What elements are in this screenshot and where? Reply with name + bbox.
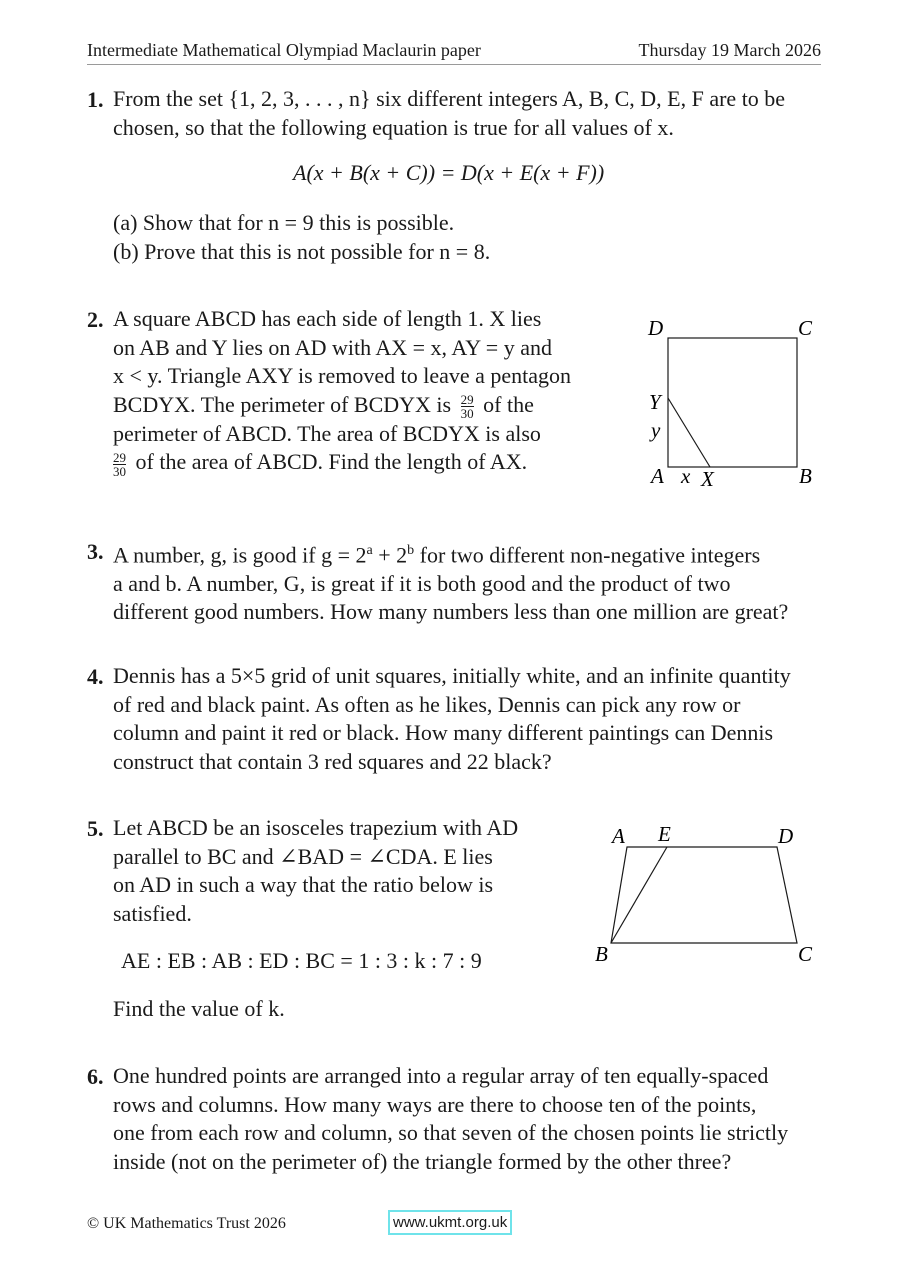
question-2-number: 2.: [87, 307, 104, 332]
q6-line-1: One hundred points are arranged into a regular array of ten equally-spaced: [113, 1063, 769, 1088]
q3-line-1-mid: + 2: [372, 542, 408, 568]
question-4-number: 4.: [87, 664, 104, 689]
q3-exponent-b: b: [407, 543, 415, 558]
question-2-text: [113, 305, 603, 478]
q2-fraction-2-numerator: 29: [113, 449, 126, 465]
q2-fraction-1-numerator: 29: [460, 391, 474, 407]
q5-line-1: Let ABCD be an isosceles trapezium with AD: [113, 815, 519, 840]
q3-line-1-start: A number, g, is good if g = 2: [113, 542, 367, 568]
label-c: C: [798, 316, 813, 340]
question-3-text: [113, 537, 825, 627]
label-b: B: [799, 464, 812, 488]
q4-line-4: construct that contain 3 red squares and 22 black?: [113, 748, 552, 774]
q5-line-2: parallel to BC and ∠BAD = ∠CDA. E lies: [113, 843, 493, 869]
question-6-text: [113, 1062, 825, 1176]
question-1-equation: A(x + B(x + C)) = D(x + E(x + F)): [293, 160, 605, 185]
label-c: C: [798, 942, 813, 966]
q2-fraction-1: [461, 393, 474, 420]
header-rule: [87, 64, 821, 65]
q3-line-2: a and b. A number, G, is great if it is both good and the product of two: [113, 570, 731, 596]
q1-line-2: chosen, so that the following equation is true for all values of x.: [113, 114, 674, 140]
label-x-length: x: [681, 464, 691, 488]
label-y-point: Y: [649, 390, 661, 414]
trapezium-diagram: [585, 820, 825, 970]
square-abcd: [668, 338, 797, 467]
q6-line-3: one from each row and column, so that seven of the chosen points lie strictly: [113, 1120, 789, 1145]
question-6-number: 6.: [87, 1064, 104, 1089]
label-b: B: [595, 942, 608, 966]
segment-xy: [668, 398, 710, 467]
q2-fraction-1-denominator: 30: [460, 405, 474, 421]
question-1-text: [113, 85, 823, 142]
label-a: A: [651, 464, 664, 488]
q6-line-2: rows and columns. How many ways are there to choose ten of the points,: [113, 1091, 757, 1117]
question-5-number: 5.: [87, 816, 104, 841]
label-d: D: [778, 824, 794, 848]
q3-line-3: different good numbers. How many numbers less than one million are great?: [113, 599, 789, 625]
q2-fraction-2-denominator: 30: [113, 463, 126, 479]
question-5-text: [113, 814, 553, 928]
q1-part-a: (a) Show that for n = 9 this is possible.: [113, 210, 455, 235]
q2-line-1: A square ABCD has each side of length 1. X lies: [113, 306, 542, 331]
paper-title: Intermediate Mathematical Olympiad Maclaurin paper: [87, 40, 481, 60]
q1-line-1: From the set {1, 2, 3, . . . , n} six different integers A, B, C, D, E, F are to be: [113, 86, 786, 111]
label-d: D: [648, 316, 664, 340]
label-e: E: [658, 822, 671, 846]
q1-part-b: (b) Prove that this is not possible for n = 8.: [113, 238, 491, 264]
square-diagram: [630, 310, 830, 495]
q3-exponent-a: a: [366, 543, 373, 558]
q4-line-1: Dennis has a 5×5 grid of unit squares, initially white, and an infinite quantity: [113, 663, 791, 688]
question-5-ratio: AE : EB : AB : ED : BC = 1 : 3 : k : 7 : 9: [121, 948, 482, 973]
q2-line-6-end: of the area of ABCD. Find the length of AX.: [135, 449, 528, 475]
q4-line-2: of red and black paint. As often as he likes, Dennis can pick any row or: [113, 691, 741, 717]
label-x-point: X: [701, 467, 714, 491]
q6-line-4: inside (not on the perimeter of) the triangle formed by the other three?: [113, 1148, 732, 1174]
label-y-length: y: [651, 418, 661, 442]
question-3-number: 3.: [87, 539, 104, 564]
question-4-text: [113, 662, 825, 776]
q2-line-4-start: BCDYX. The perimeter of BCDYX is: [113, 391, 452, 417]
paper-date: Thursday 19 March 2026: [638, 40, 821, 60]
q5-line-4: satisfied.: [113, 900, 192, 926]
q2-line-4: [113, 391, 603, 420]
q2-line-5: perimeter of ABCD. The area of BCDYX is also: [113, 420, 541, 446]
label-a: A: [612, 824, 625, 848]
footer-website-link[interactable]: www.ukmt.org.uk: [388, 1210, 512, 1235]
q2-line-2: on AB and Y lies on AD with AX = x, AY = y and: [113, 334, 552, 360]
q5-line-3: on AD in such a way that the ratio below is: [113, 872, 494, 897]
q4-line-3: column and paint it red or black. How many different paintings can Dennis: [113, 720, 774, 745]
q2-line-4-end: of the: [483, 391, 534, 417]
q3-line-1-end: for two different non-negative integers: [414, 542, 761, 568]
question-1-number: 1.: [87, 87, 104, 112]
footer-copyright: © UK Mathematics Trust 2026: [87, 1215, 286, 1232]
q2-fraction-2: [113, 451, 126, 478]
question-5-find: Find the value of k.: [113, 996, 285, 1021]
q3-line-1: [113, 537, 825, 570]
q2-line-3: x < y. Triangle AXY is removed to leave a pentagon: [113, 363, 572, 388]
q2-line-6: [113, 448, 603, 477]
question-1-parts: [113, 209, 490, 266]
